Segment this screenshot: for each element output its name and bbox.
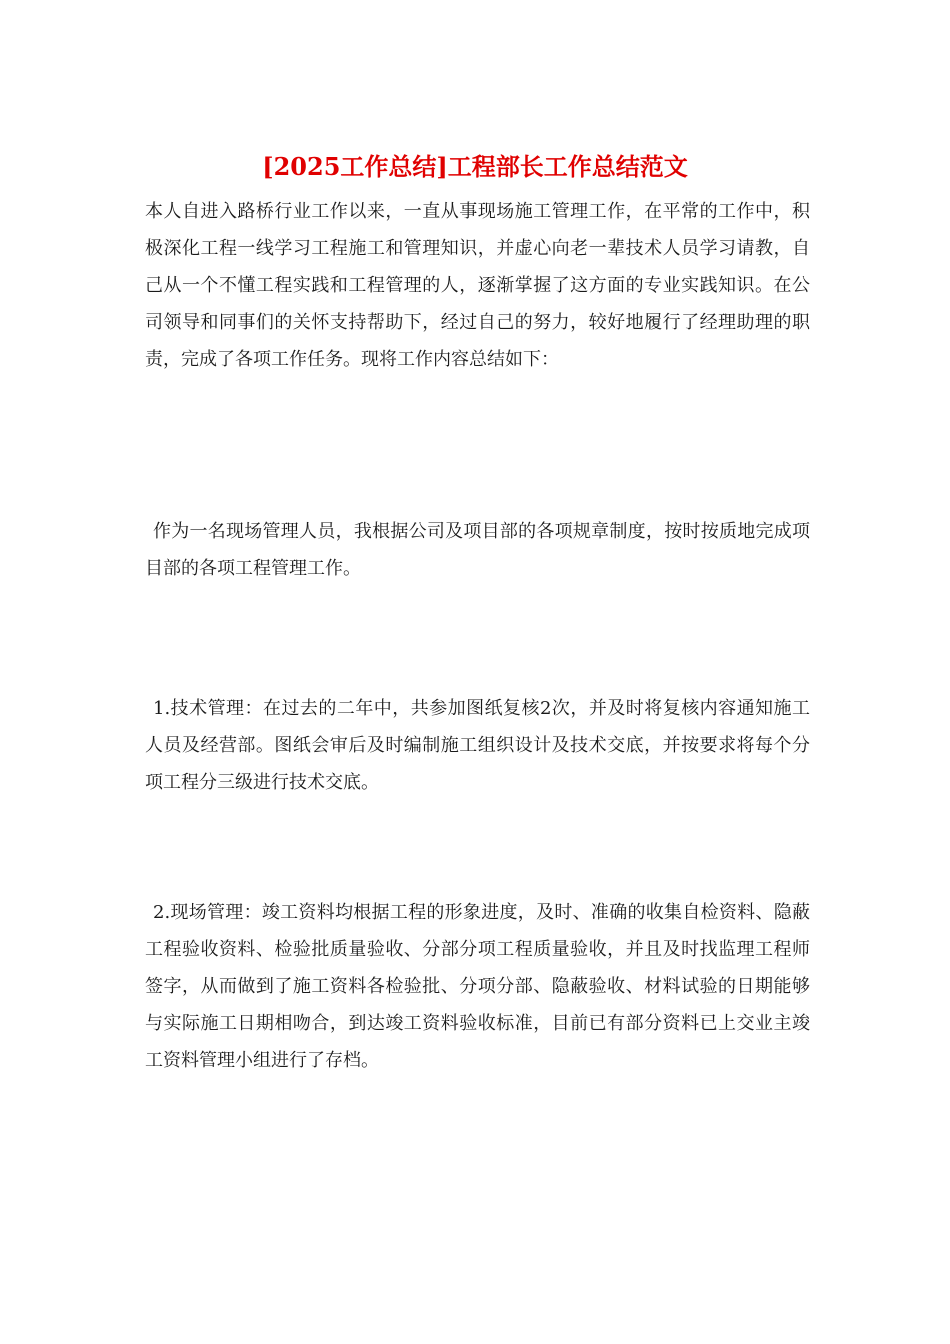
- technical-management-paragraph: 1.技术管理：在过去的二年中，共参加图纸复核2次，并及时将复核内容通知施工人员及经营部。图纸会审后及时编制施工组织设计及技术交底，并按要求将每个分项工程分三级进行技术交底。: [145, 698, 810, 793]
- site-management-paragraph: 2.现场管理：竣工资料均根据工程的形象进度，及时、准确的收集自检资料、隐蔽工程验收资料、检验批质量验收、分部分项工程质量验收，并且及时找监理工程师签字，从而做到了施工资料各检验批、分项分部、隐蔽验收、材料试验的日期能够与实际施工日期相吻合，到达竣工资料验收标准，目前已有部分资料已上交业主竣工资料管理小组进行了存档。: [145, 902, 810, 1071]
- intro-paragraph: 本人自进入路桥行业工作以来，一直从事现场施工管理工作，在平常的工作中，积极深化工程一线学习工程施工和管理知识，并虚心向老一辈技术人员学习请教，自己从一个不懂工程实践和工程管理的人，逐渐掌握了这方面的专业实践知识。在公司领导和同事们的关怀支持帮助下，经过自己的努力，较好地履行了经理助理的职责，完成了各项工作任务。现将工作内容总结如下：: [145, 201, 810, 370]
- document-title: [2025工作总结]工程部长工作总结范文: [262, 152, 688, 181]
- role-paragraph: 作为一名现场管理人员，我根据公司及项目部的各项规章制度，按时按质地完成项目部的各项工程管理工作。: [145, 521, 810, 579]
